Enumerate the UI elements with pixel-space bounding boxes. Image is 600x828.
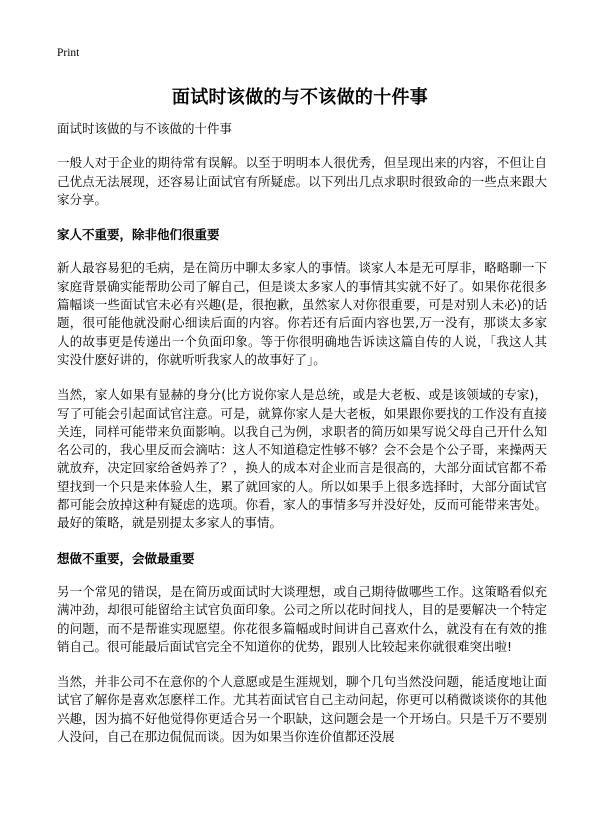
section-ability-paragraph-1: 另一个常见的错误，是在简历或面试时大谈理想，或自己期待做哪些工作。这策略看似充满冲劲，却很可能留给主试官负面印象。公司之所以花时间找人，目的是要解决一个特定的问题，而不是帮谁实现愿望。你花很多篇幅或时间讲自己喜欢什么，就没有在有效的推销自己。很可能最后面试官完全不知道你的优势，跟别人比较起来你就很难突出啦! [57, 583, 547, 654]
intro-paragraph: 一般人对于企业的期待常有误解。以至于明明本人很优秀，但呈现出来的内容，不但让自己优点无法展现，还容易让面试官有所疑虑。以下列出几点求职时很致命的一些点来跟大家分享。 [57, 155, 547, 207]
print-link[interactable]: Print [57, 47, 80, 59]
article-subtitle: 面试时该做的与不该做的十件事 [57, 121, 233, 136]
article-body [57, 120, 547, 763]
section-heading-ability: 想做不重要，会做最重要 [57, 550, 195, 566]
section-family-paragraph-2: 当然，家人如果有显赫的身分(比方说你家人是总统，或是大老板、或是该领域的专家)，写了可能会引起面试官注意。可是，就算你家人是大老板，如果跟你要找的工作没有直接关连，同样可能带来负面影响。以我自己为例，求职者的简历如果写说父母自己开什么知名公司的，我心里反而会滴咕：这人不知道稳定性够不够？会不会是个公子哥，来操两天就放弃，决定回家给爸妈养了？，换人的成本对企业而言是很高的，大部分面试官都不希望找到一个只是来体验人生，累了就回家的人。所以如果手上很多选择时，大部分面试官都可能会放掉这种有疑虑的选项。你看，家人的事情多写并没好处，反而可能带来害处。最好的策略，就是别提太多家人的事情。 [57, 387, 547, 531]
section-heading-family: 家人不重要，除非他们很重要 [57, 227, 220, 243]
page-title: 面试时该做的与不该做的十件事 [171, 87, 429, 108]
section-ability-paragraph-2: 当然，并非公司不在意你的个人意愿或是生涯规划，聊个几句当然没问题，能适度地让面试官了解你是喜欢怎麽样工作。尤其若面试官自己主动问起，你更可以稍微谈谈你的其他兴趣，因为搞不好他觉得你更适合另一个职缺，这问题会是一个开场白。只是千万不要别人没问，自己在那边侃侃而谈。因为如果当你连价值都还没展 [57, 674, 547, 745]
section-family-paragraph-1: 新人最容易犯的毛病，是在简历中聊太多家人的事情。谈家人本是无可厚非，略略聊一下家庭背景确实能帮助公司了解自己，但是谈太多家人的事情其实就不好了。如果你花很多篇幅谈一些面试官未必有兴趣(是，很抱歉，虽然家人对你很重要，可是对别人未必)的话题，很可能他就没耐心细读后面的内容。你若还有后面内容也罢,万一没有，那谈太多家人的故事更是传递出一个负面印象。等于你很明确地告诉读这篇自传的人说，「我这人其实没什麽好讲的，你就听听我家人的故事好了」。 [57, 260, 547, 367]
